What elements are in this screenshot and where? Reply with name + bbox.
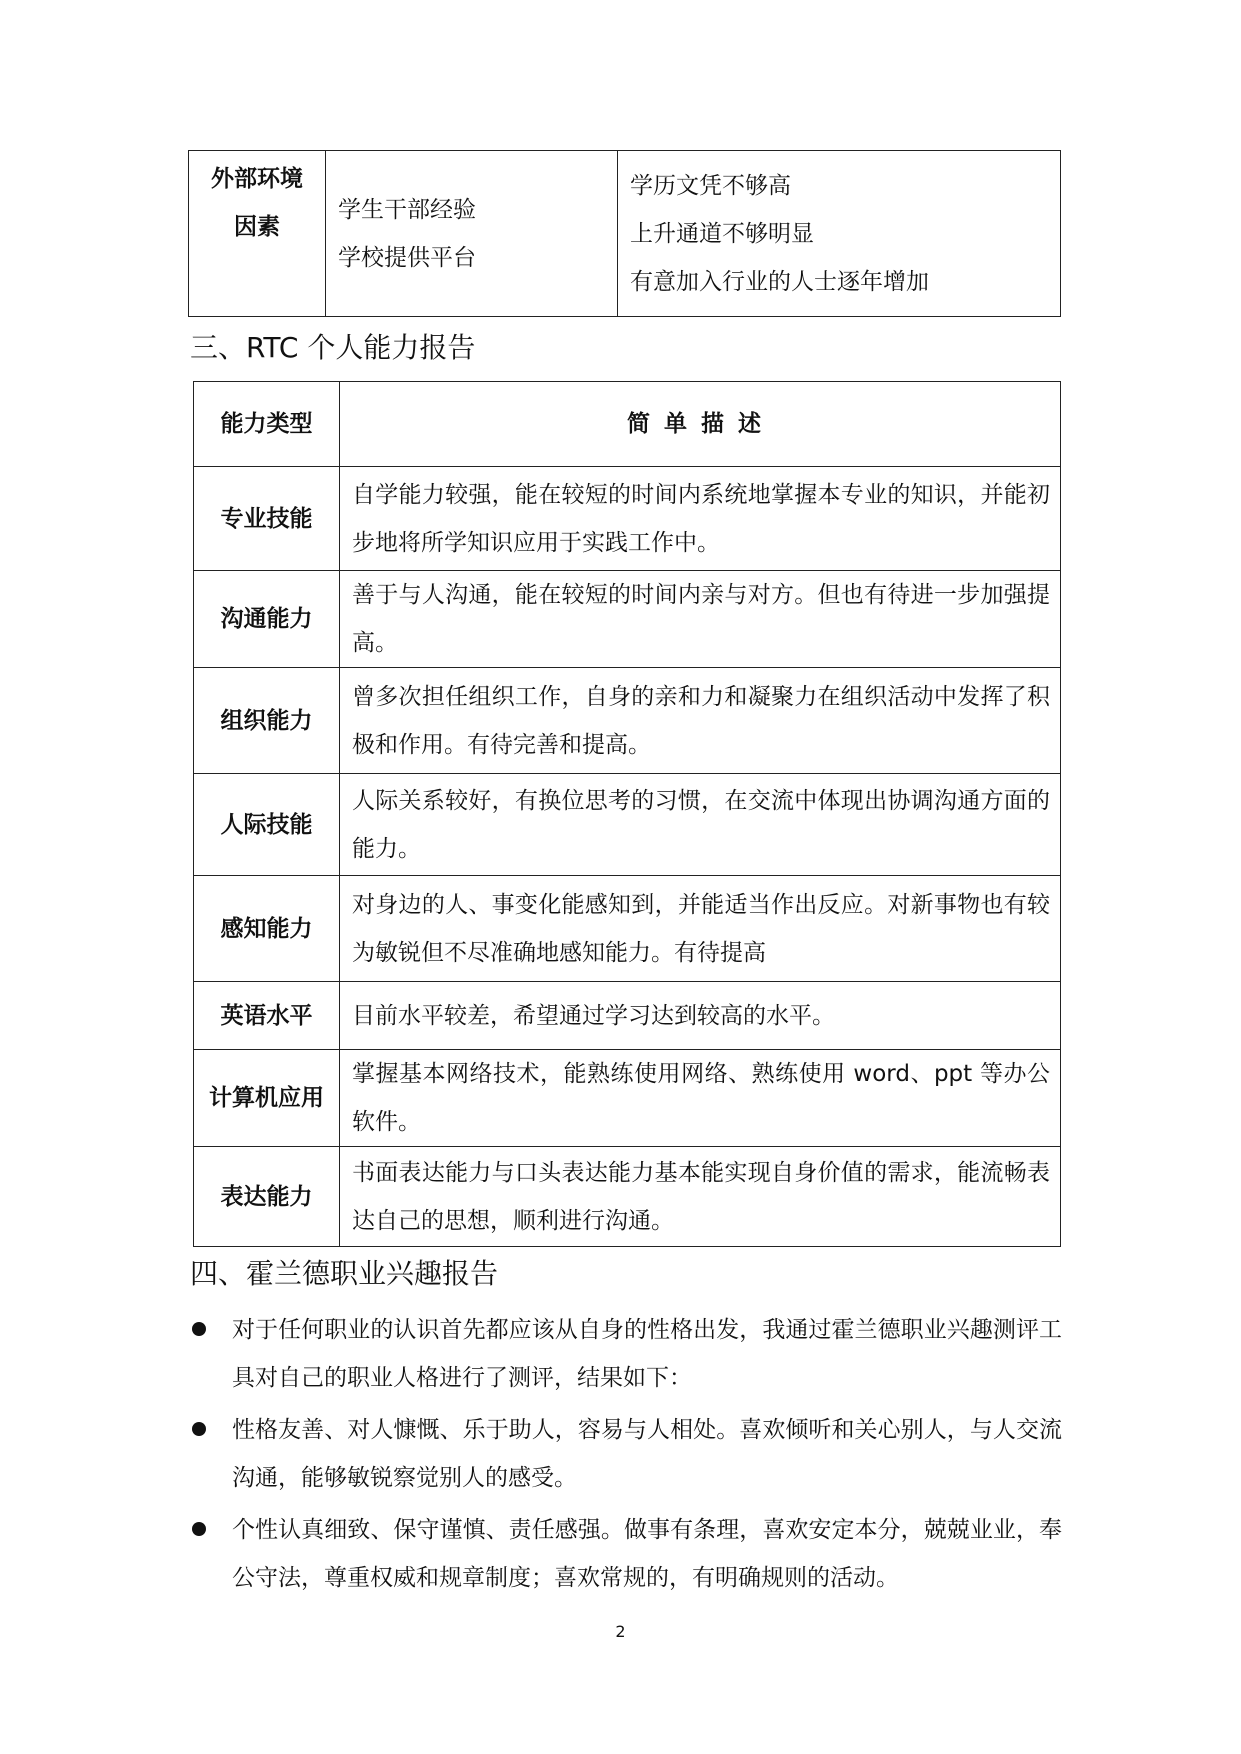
external-factors-table	[188, 150, 1061, 317]
holland-result-list	[190, 1306, 1062, 1606]
table-row	[194, 1050, 1061, 1147]
cell-line: 有意加入行业的人士逐年增加	[630, 268, 929, 295]
table-row	[194, 982, 1061, 1050]
list-item-text: 对于任何职业的认识首先都应该从自身的性格出发，我通过霍兰德职业兴趣测评工具对自己的职业人格进行了测评，结果如下：	[232, 1317, 1062, 1391]
table-row	[194, 774, 1061, 876]
opportunities-cell	[326, 151, 618, 317]
header-type: 能力类型	[194, 382, 340, 467]
ability-desc: 对身边的人、事变化能感知到，并能适当作出反应。对新事物也有较为敏锐但不尽准确地感知能力。有待提高	[340, 876, 1061, 982]
page-number: 2	[615, 1622, 626, 1641]
table-row	[194, 467, 1061, 571]
header-desc: 简单描述	[340, 382, 1061, 467]
ability-type: 英语水平	[194, 982, 340, 1050]
bullet-icon	[192, 1322, 206, 1336]
ability-desc: 目前水平较差，希望通过学习达到较高的水平。	[340, 982, 1061, 1050]
ability-type: 表达能力	[194, 1147, 340, 1247]
ability-desc: 自学能力较强，能在较短的时间内系统地掌握本专业的知识，并能初步地将所学知识应用于实践工作中。	[340, 467, 1061, 571]
cell-line: 学生干部经验	[338, 196, 476, 223]
table-row	[194, 1147, 1061, 1247]
list-item	[190, 1406, 1062, 1502]
ability-desc: 书面表达能力与口头表达能力基本能实现自身价值的需求，能流畅表达自己的思想，顺利进行沟通。	[340, 1147, 1061, 1247]
table-row	[189, 151, 1061, 317]
ability-type: 组织能力	[194, 668, 340, 774]
list-item	[190, 1506, 1062, 1602]
list-item-text: 个性认真细致、保守谨慎、责任感强。做事有条理，喜欢安定本分，兢兢业业，奉公守法，尊重权威和规章制度；喜欢常规的，有明确规则的活动。	[232, 1517, 1062, 1591]
cell-line: 学历文凭不够高	[630, 172, 791, 199]
ability-type: 沟通能力	[194, 571, 340, 668]
table-row	[194, 571, 1061, 668]
table-row	[194, 876, 1061, 982]
bullet-icon	[192, 1422, 206, 1436]
ability-desc: 曾多次担任组织工作，自身的亲和力和凝聚力在组织活动中发挥了积极和作用。有待完善和提高。	[340, 668, 1061, 774]
ability-report-table	[193, 381, 1061, 1247]
ability-type: 专业技能	[194, 467, 340, 571]
table-header-row	[194, 382, 1061, 467]
section-heading: 四、霍兰德职业兴趣报告	[190, 1257, 499, 1290]
cell-line: 上升通道不够明显	[630, 220, 814, 247]
ability-desc: 掌握基本网络技术，能熟练使用网络、熟练使用 word、ppt 等办公软件。	[340, 1050, 1061, 1147]
cell-line: 学校提供平台	[338, 244, 476, 271]
threats-cell	[618, 151, 1061, 317]
list-item	[190, 1306, 1062, 1402]
ability-type: 人际技能	[194, 774, 340, 876]
bullet-icon	[192, 1522, 206, 1536]
factor-label-line: 因素	[234, 214, 280, 240]
ability-type: 感知能力	[194, 876, 340, 982]
section-heading: 三、RTC 个人能力报告	[190, 331, 476, 364]
list-item-text: 性格友善、对人慷慨、乐于助人，容易与人相处。喜欢倾听和关心别人，与人交流沟通，能够敏锐察觉别人的感受。	[232, 1417, 1062, 1491]
ability-desc: 善于与人沟通，能在较短的时间内亲与对方。但也有待进一步加强提高。	[340, 571, 1061, 668]
table-row	[194, 668, 1061, 774]
factor-label-cell	[189, 151, 326, 317]
ability-type: 计算机应用	[194, 1050, 340, 1147]
ability-desc: 人际关系较好，有换位思考的习惯，在交流中体现出协调沟通方面的能力。	[340, 774, 1061, 876]
factor-label-line: 外部环境	[211, 166, 303, 192]
